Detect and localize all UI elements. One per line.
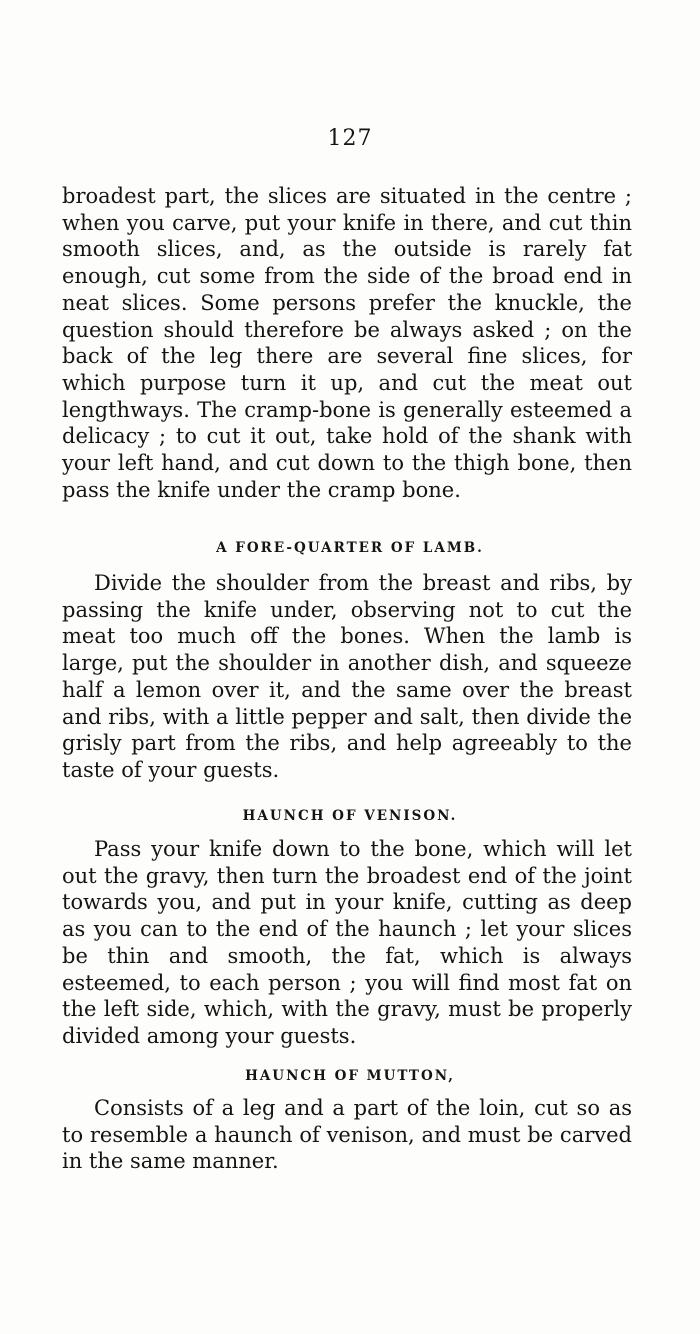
continued-paragraph: broadest part, the slices are situated in the centre ; when you carve, put your knife in there, and cut thin smooth slices, and, as the outside is rarely fat enough, cut some from the side of the broad end in neat slices. Some persons prefer the knuckle, the question should therefore be always asked ; on the back of the leg there are several fine slices, for which purpose turn it up, and cut the meat out lengthways. The cramp-bone is generally esteemed a delicacy ; to cut it out, take hold of the shank with your left hand, and cut down to the thigh bone, then pass the knife under the cramp bone. <box>62 184 632 502</box>
paragraph-fore-quarter-of-lamb: Divide the shoulder from the breast and ribs, by passing the knife under, observing not to cut the meat too much off the bones. When the lamb is large, put the shoulder in another dish, and squeeze half a lemon over it, and the same over the breast and ribs, with a little pepper and salt, then divide the grisly part from the ribs, and help agreeably to the taste of your guests. <box>62 571 632 782</box>
paragraph-haunch-of-mutton: Consists of a leg and a part of the loin, cut so as to resemble a haunch of venison, and must be carved in the same manner. <box>62 1096 632 1174</box>
paragraph-haunch-of-venison: Pass your knife down to the bone, which will let out the gravy, then turn the broadest end of the joint towards you, and put in your knife, cutting as deep as you can to the end of the haunch ; let your slices be thin and smooth, the fat, which is always esteemed, to each person ; you will find most fat on the left side, which, with the gravy, must be properly divided among your guests. <box>62 837 632 1048</box>
page-number: 127 <box>327 126 373 151</box>
section-heading-fore-quarter-of-lamb: A FORE-QUARTER OF LAMB. <box>216 540 484 556</box>
section-heading-haunch-of-venison: HAUNCH OF VENISON. <box>242 808 458 824</box>
section-heading-haunch-of-mutton: HAUNCH OF MUTTON, <box>245 1068 455 1084</box>
